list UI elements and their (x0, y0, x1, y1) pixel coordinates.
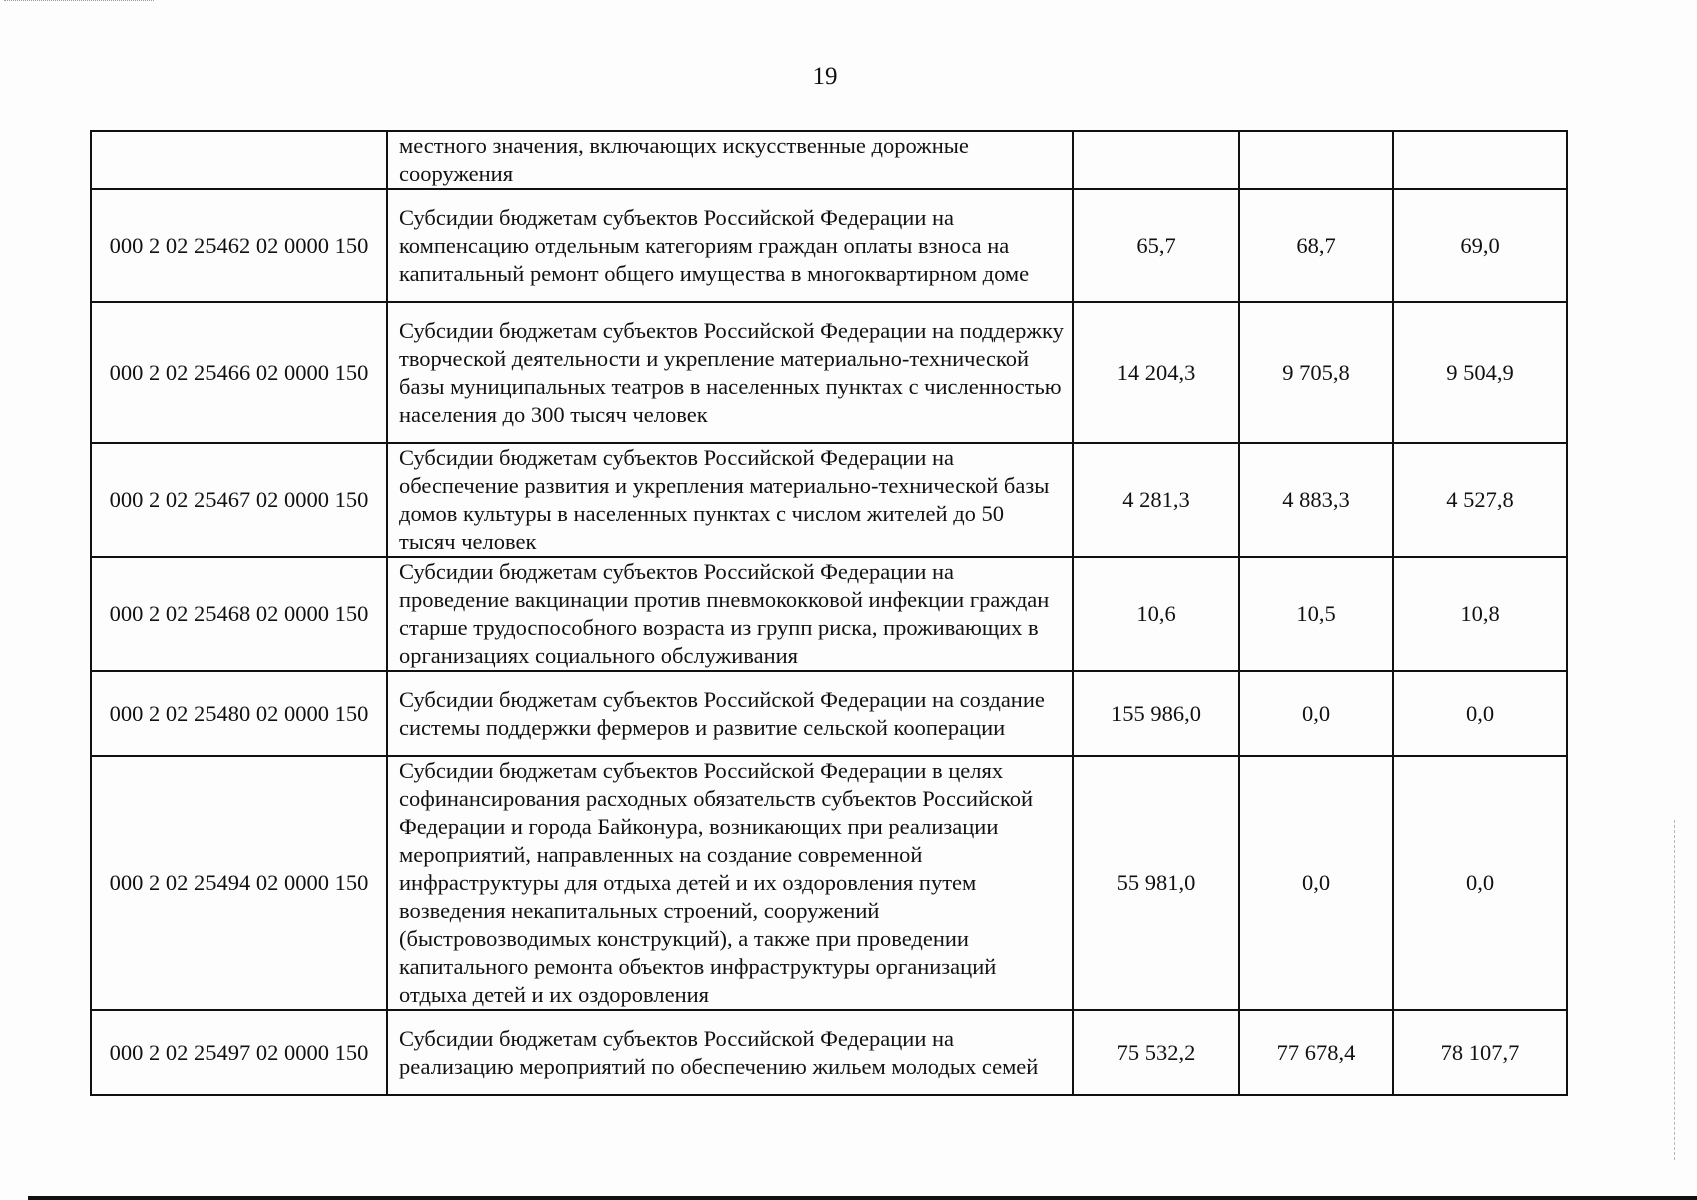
row-code-cell: 000 2 02 25494 02 0000 150 (91, 756, 387, 1010)
row-value-1-cell: 65,7 (1073, 189, 1239, 302)
page-number: 19 (812, 63, 838, 90)
row-value-1-cell: 55 981,0 (1073, 756, 1239, 1010)
row-code-cell: 000 2 02 25462 02 0000 150 (91, 189, 387, 302)
budget-table (90, 130, 1568, 1096)
table-row (91, 671, 1567, 756)
row-code-cell (91, 131, 387, 189)
row-value-3-cell: 69,0 (1393, 189, 1567, 302)
table-row (91, 302, 1567, 443)
row-value-3-cell: 0,0 (1393, 756, 1567, 1010)
row-value-1-cell (1073, 131, 1239, 189)
row-value-2-cell: 68,7 (1239, 189, 1393, 302)
row-code-cell: 000 2 02 25466 02 0000 150 (91, 302, 387, 443)
row-code-cell: 000 2 02 25467 02 0000 150 (91, 443, 387, 557)
scan-corner-mark (4, 0, 154, 5)
row-value-3-cell (1393, 131, 1567, 189)
row-code-cell: 000 2 02 25480 02 0000 150 (91, 671, 387, 756)
table-row (91, 443, 1567, 557)
row-value-3-cell: 10,8 (1393, 557, 1567, 671)
row-description-cell: Субсидии бюджетам субъектов Российской Федерации в целях софинансирования расходных обязательств субъектов Российской Федерации и города Байконура, возникающих при реализации мероприятий, направленных на создание современной инфраструктуры для отдыха детей и их оздоровления путем возведения некапитальных строений, сооружений (быстровозводимых конструкций), а также при проведении капитального ремонта объектов инфраструктуры организаций отдыха детей и их оздоровления (387, 756, 1073, 1010)
row-value-2-cell: 77 678,4 (1239, 1010, 1393, 1095)
row-value-1-cell: 14 204,3 (1073, 302, 1239, 443)
row-value-2-cell (1239, 131, 1393, 189)
row-value-1-cell: 155 986,0 (1073, 671, 1239, 756)
row-value-1-cell: 75 532,2 (1073, 1010, 1239, 1095)
scan-bottom-border (28, 1196, 1697, 1200)
table-row (91, 756, 1567, 1010)
row-value-3-cell: 4 527,8 (1393, 443, 1567, 557)
row-value-1-cell: 10,6 (1073, 557, 1239, 671)
row-code-cell: 000 2 02 25497 02 0000 150 (91, 1010, 387, 1095)
row-value-3-cell: 9 504,9 (1393, 302, 1567, 443)
row-description-cell: Субсидии бюджетам субъектов Российской Федерации на реализацию мероприятий по обеспечению жильем молодых семей (387, 1010, 1073, 1095)
row-value-2-cell: 4 883,3 (1239, 443, 1393, 557)
table-row (91, 131, 1567, 189)
row-description-cell: Субсидии бюджетам субъектов Российской Федерации на создание системы поддержки фермеров и развитие сельской кооперации (387, 671, 1073, 756)
row-value-1-cell: 4 281,3 (1073, 443, 1239, 557)
row-description-cell: Субсидии бюджетам субъектов Российской Федерации на проведение вакцинации против пневмококковой инфекции граждан старше трудоспособного возраста из групп риска, проживающих в организациях социального обслуживания (387, 557, 1073, 671)
table-row (91, 189, 1567, 302)
row-description-cell: Субсидии бюджетам субъектов Российской Федерации на поддержку творческой деятельности и укрепление материально-технической базы муниципальных театров в населенных пунктах с численностью населения до 300 тысяч человек (387, 302, 1073, 443)
table-row (91, 557, 1567, 671)
row-value-2-cell: 10,5 (1239, 557, 1393, 671)
table-row (91, 1010, 1567, 1095)
row-description-cell: Субсидии бюджетам субъектов Российской Федерации на обеспечение развития и укрепления материально-технической базы домов культуры в населенных пунктах с числом жителей до 50 тысяч человек (387, 443, 1073, 557)
row-value-2-cell: 0,0 (1239, 671, 1393, 756)
row-value-3-cell: 0,0 (1393, 671, 1567, 756)
scan-edge-line (1674, 820, 1676, 1160)
row-value-2-cell: 0,0 (1239, 756, 1393, 1010)
row-value-3-cell: 78 107,7 (1393, 1010, 1567, 1095)
row-code-cell: 000 2 02 25468 02 0000 150 (91, 557, 387, 671)
row-value-2-cell: 9 705,8 (1239, 302, 1393, 443)
budget-table-container (90, 130, 1568, 1096)
row-description-cell: Субсидии бюджетам субъектов Российской Федерации на компенсацию отдельным категориям граждан оплаты взноса на капитальный ремонт общего имущества в многоквартирном доме (387, 189, 1073, 302)
row-description-cell: местного значения, включающих искусственные дорожные сооружения (387, 131, 1073, 189)
